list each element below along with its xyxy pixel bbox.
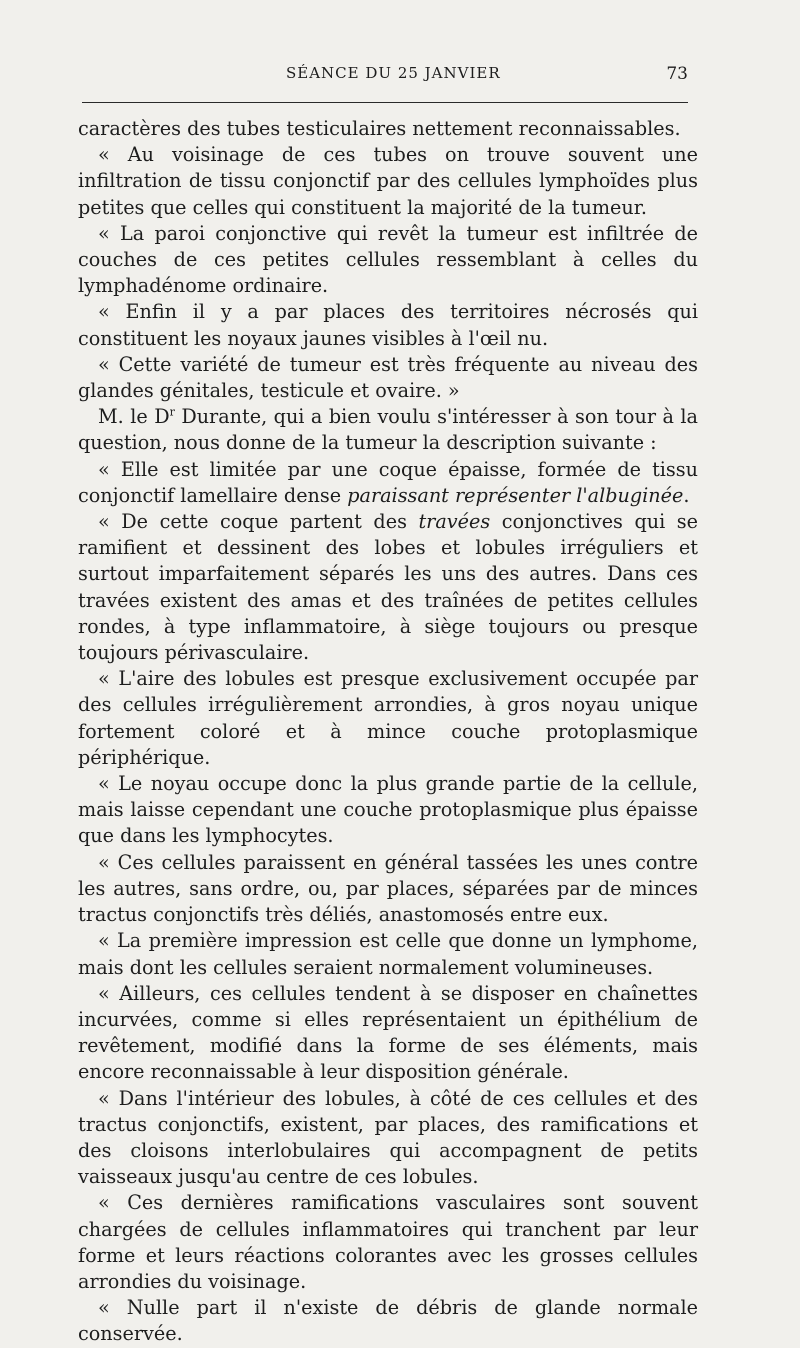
paragraph: « Elle est limitée par une coque épaisse, formée de tissu conjonctif lamellaire dense paraissant représenter l'albuginée.: [78, 457, 698, 507]
body-text: [78, 116, 698, 1348]
paragraph: « L'aire des lobules est presque exclusivement occupée par des cellules irrégulièrement arrondies, à gros noyau unique fortement coloré et à mince couche protoplasmique périphérique.: [78, 667, 698, 769]
paragraph: M. le $D^r$ Durante, qui a bien voulu s'intéresser à son tour à la question, nous donne de la tumeur la description suivante :: [78, 405, 698, 455]
paragraph: « Nulle part il n'existe de débris de glande normale conservée.: [78, 1296, 698, 1346]
paragraph: caractères des tubes testiculaires nettement reconnaissables.: [78, 117, 681, 140]
paragraph: « Cette variété de tumeur est très fréquente au niveau des glandes génitales, testicule et ovaire. »: [78, 352, 698, 403]
paragraph: « Enfin il y a par places des territoires nécrosés qui constituent les noyaux jaunes visibles à l'œil nu.: [78, 300, 698, 350]
paragraph: « Ces cellules paraissent en général tassées les unes contre les autres, sans ordre, ou, par places, séparées par de minces tractus conjonctifs très déliés, anastomosés entre eux.: [78, 850, 698, 927]
paragraph: « De cette coque partent des travées conjonctives qui se ramifient et dessinent des lobes et lobules irréguliers et surtout imparfaitement séparés les uns des autres. Dans ces travées existent des amas et des traînées de petites cellules rondes, à type inflammatoire, à siège toujours ou presque toujours périvasculaire.: [78, 510, 698, 665]
paragraph: « La paroi conjonctive qui revêt la tumeur est infiltrée de couches de ces petites cellules ressemblant à celles du lymphadénome ordinaire.: [78, 221, 698, 298]
paragraph: « La première impression est celle que donne un lymphome, mais dont les cellules seraient normalement volumineuses.: [78, 929, 698, 979]
paragraph: « Dans l'intérieur des lobules, à côté de ces cellules et des tractus conjonctifs, existent, par places, des ramifications et des cloisons interlobulaires qui accompagnent de petits vaisseaux jusqu'au centre de ces lobules.: [78, 1086, 698, 1189]
page-number: 73: [666, 64, 688, 84]
paragraph: « Ailleurs, ces cellules tendent à se disposer en chaînettes incurvées, comme si elles représentaient un épithélium de revêtement, modifié dans la forme de ses éléments, mais encore reconnaissable à leur disposition générale.: [78, 981, 698, 1084]
running-header: [78, 64, 688, 94]
header-rule: [82, 102, 688, 103]
paragraph: « Ces dernières ramifications vasculaires sont souvent chargées de cellules inflammatoires qui tranchent par leur forme et leurs réactions colorantes avec les grosses cellules arrondies du voisinage.: [78, 1191, 698, 1293]
paragraph: « Le noyau occupe donc la plus grande partie de la cellule, mais laisse cependant une couche protoplasmique plus épaisse que dans les lymphocytes.: [78, 772, 698, 848]
header-title: SÉANCE DU 25 JANVIER: [286, 64, 501, 82]
paragraph: « Au voisinage de ces tubes on trouve souvent une infiltration de tissu conjonctif par des cellules lymphoïdes plus petites que celles qui constituent la majorité de la tumeur.: [78, 143, 698, 219]
